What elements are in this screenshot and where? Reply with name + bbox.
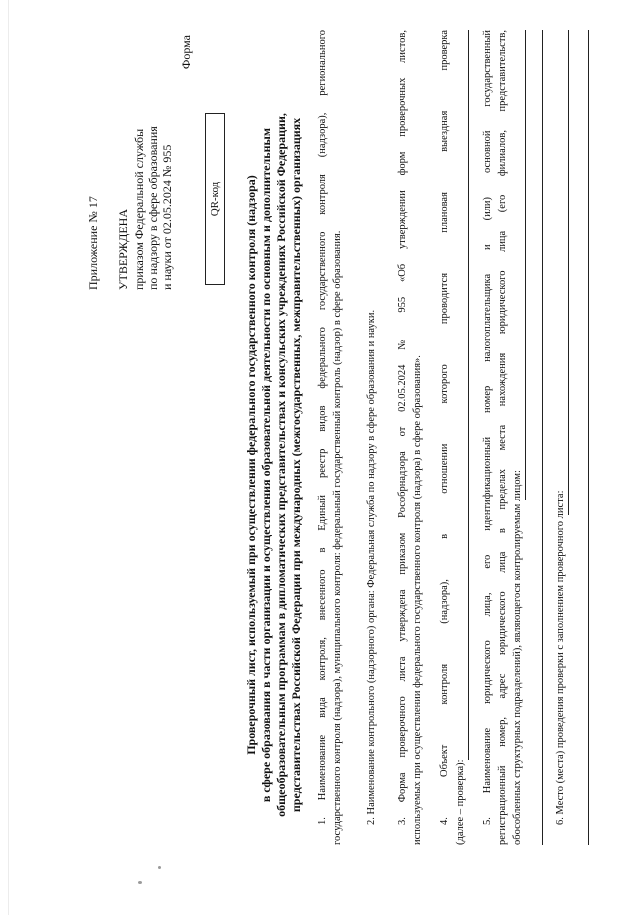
item-4-fill-line [468, 30, 469, 760]
title-line: общеобразовательным программам в дипломатических представительствах и консульских учреждениях Российской Федерации, [274, 113, 288, 817]
item-5-fill-line [525, 30, 526, 500]
title-line: представительствах Российской Федерации при международных (межгосударственных, межправительственных) организациях [289, 117, 303, 813]
item-3-text: используемых при осуществлении федерального государственного контроля (надзора) в сфере образования». [412, 355, 423, 845]
item-2-text: 2. Наименование контрольного (надзорного) органа: Федеральная служба по надзору в сфере образования и науки. [366, 309, 377, 825]
title-line: Проверочный лист, используемый при осуществлении федерального государственного контроля (надзора) [244, 175, 258, 755]
item-4-text: 4. Объект контроля (надзора), в отношении которого проводится плановая выездная проверка [439, 30, 450, 825]
approved-line: и науки от 02.05.2024 № 955 [160, 144, 174, 290]
item-5-text: 5. Наименование юридического лица, его идентификационный номер налогоплательщика и (или) основной государственный [482, 30, 493, 825]
item-5-fill-line [542, 30, 543, 845]
form-label: Форма [179, 35, 193, 70]
approved-line: приказом Федеральной службы [132, 128, 146, 290]
item-1-text: 1. Наименование вида контроля, внесенного в Единый реестр видов федерального государственного контроля (надзора), регионального [317, 30, 328, 825]
qr-code-box: QR-код [205, 113, 225, 285]
item-3-text: 3. Форма проверочного листа утверждена приказом Рособрнадзора от 02.05.2024 № 955 «Об утверждении форм проверочных листов, [397, 30, 408, 825]
appendix-number: Приложение № 17 [86, 196, 100, 290]
item-6-fill-line [588, 30, 589, 845]
item-4-text: (далее – проверка): [455, 759, 466, 845]
item-6-fill-line [568, 30, 569, 515]
approved-line: по надзору в сфере образования [146, 126, 160, 290]
item-6-text: 6. Место (места) проведения проверки с заполнением проверочного листа: [555, 490, 566, 825]
item-5-text: регистрационный номер, адрес юридического лица в пределах места нахождения юридического лица (его филиалов, представительств, [497, 30, 508, 845]
approved-heading: УТВЕРЖДЕНА [116, 208, 130, 290]
item-5-text: обособленных структурных подразделений), являющегося контролируемым лицом: [512, 470, 523, 845]
title-line: в сфере образования в части организации и осуществления образовательной деятельности по основным и дополнительным [259, 127, 273, 803]
item-1-text: государственного контроля (надзора), муниципального контроля: федеральный государственный контроль (надзор) в сфере образования. [332, 230, 343, 845]
